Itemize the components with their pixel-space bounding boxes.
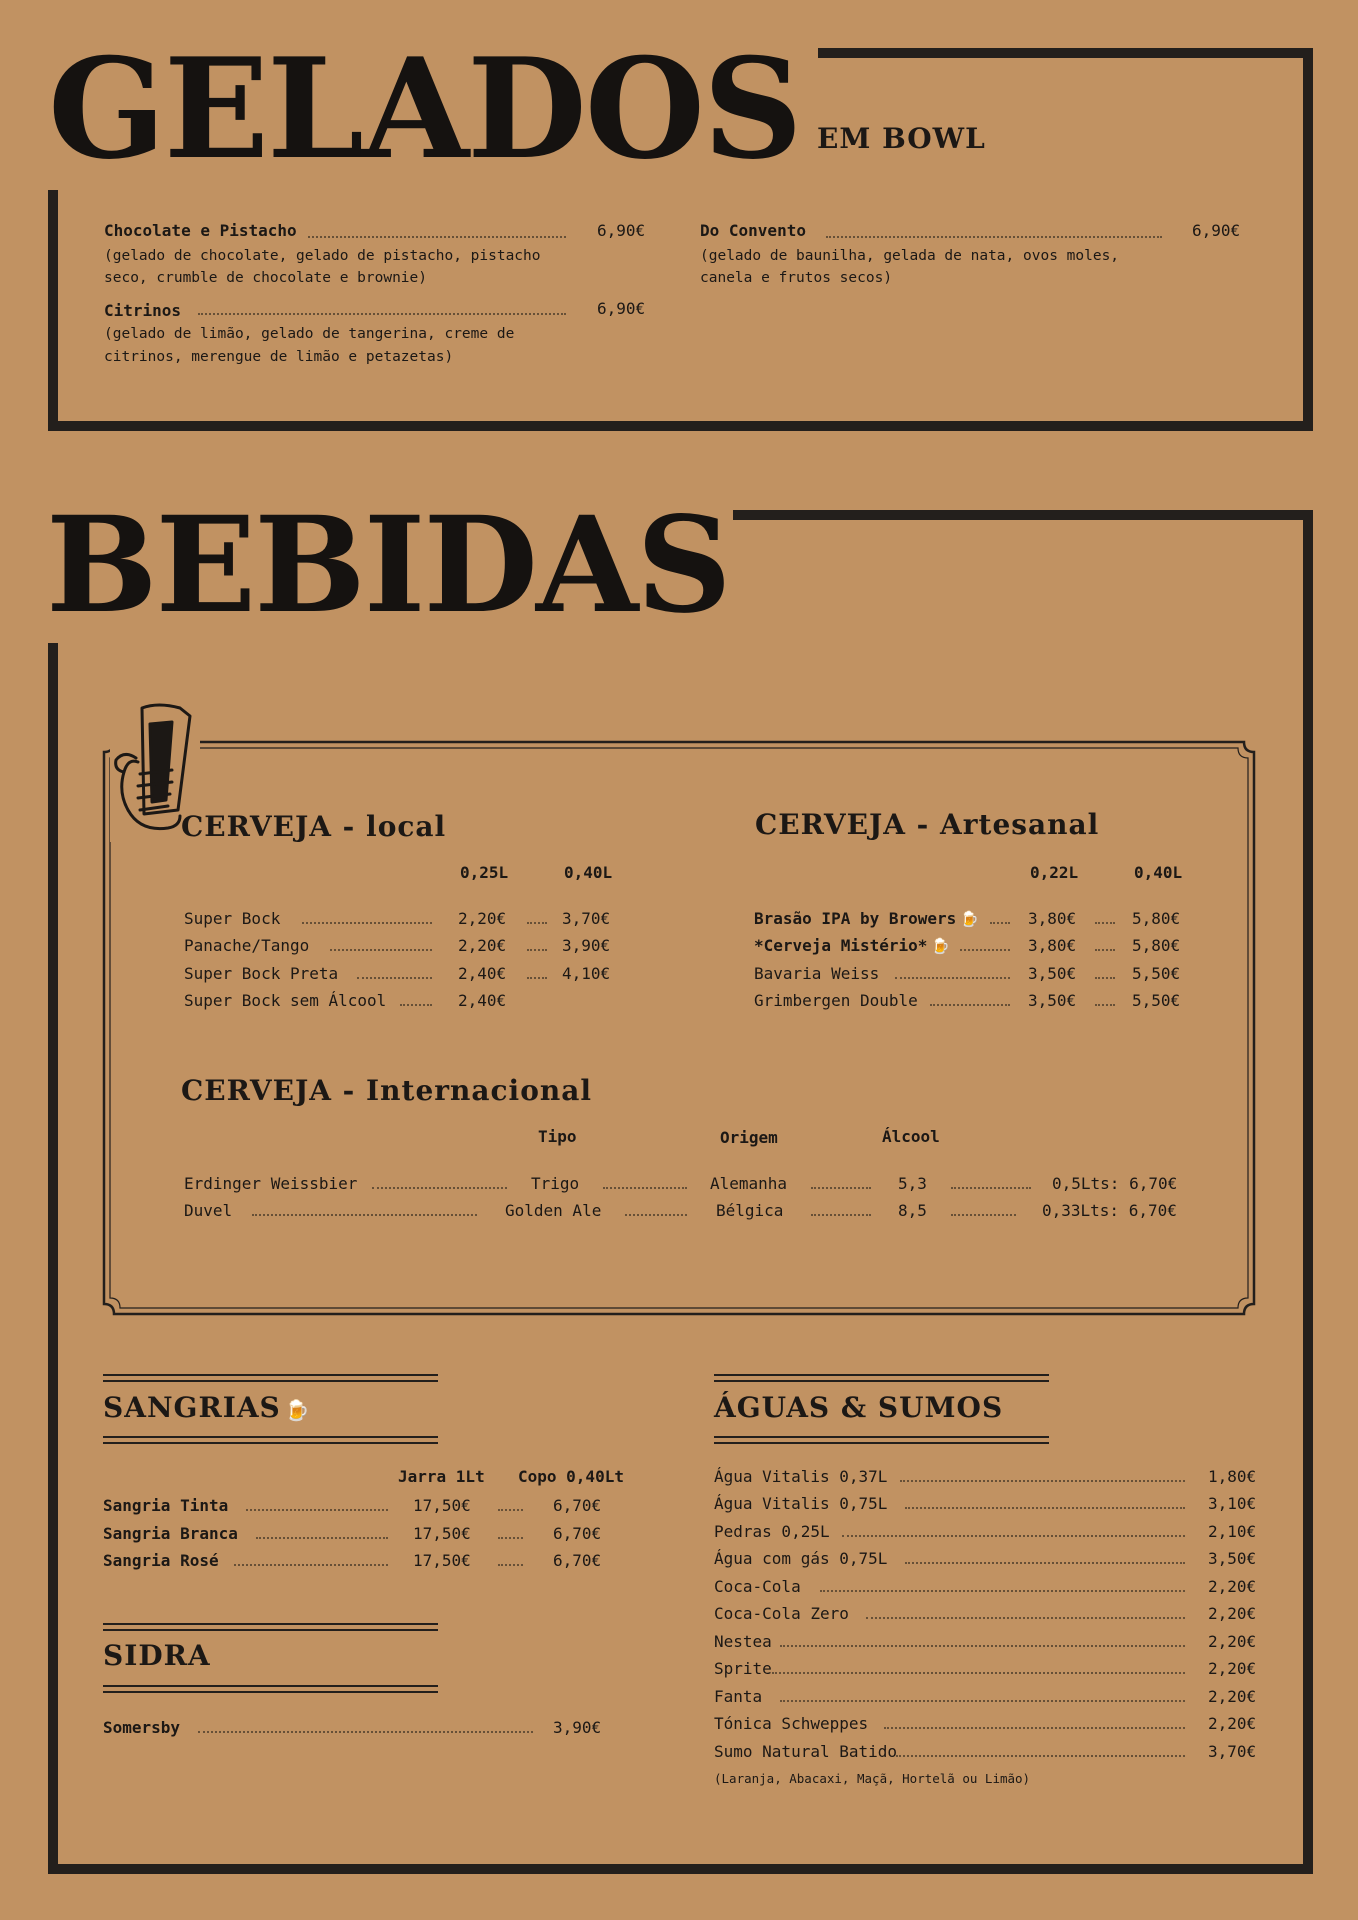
- bebidas-frame-bottom: [48, 1864, 1313, 1874]
- sangria-price: 6,70€: [553, 1551, 602, 1570]
- bebidas-frame-top: [733, 510, 1313, 520]
- leader-dots: [308, 236, 566, 238]
- beer-mug-icon: 🍺: [931, 937, 951, 955]
- sangria-price: 17,50€: [413, 1551, 471, 1570]
- leader-dots: [527, 949, 547, 951]
- beer-price: 5,50€: [1132, 964, 1181, 983]
- leader-dots: [960, 949, 1010, 951]
- leader-dots: [895, 977, 1010, 979]
- leader-dots: [1095, 977, 1115, 979]
- drink-price: 1,80€: [1208, 1467, 1257, 1486]
- beer-price: 3,50€: [1028, 964, 1077, 983]
- sangrias-title: [103, 1391, 311, 1424]
- leader-dots: [930, 1004, 1010, 1006]
- drink-name: Coca-Cola: [714, 1577, 801, 1596]
- drink-name: Água Vitalis 0,75L: [714, 1494, 888, 1513]
- sangria-price: 17,50€: [413, 1496, 471, 1515]
- col-header-tipo: Tipo: [538, 1127, 577, 1146]
- leader-dots: [866, 1617, 1185, 1619]
- col-header-alcool: Álcool: [882, 1127, 940, 1146]
- drink-price: 2,20€: [1208, 1714, 1257, 1733]
- intl-beer-alcool: 8,5: [898, 1201, 927, 1220]
- col-header-copo: Copo 0,40Lt: [518, 1467, 624, 1486]
- leader-dots: [603, 1187, 687, 1189]
- leader-dots: [990, 922, 1010, 924]
- intl-beer-tipo: Golden Ale: [505, 1201, 602, 1220]
- cerveja-artesanal-title: CERVEJA - Artesanal: [755, 808, 1100, 841]
- beer-price: 3,80€: [1028, 909, 1077, 928]
- gelado-name-do-convento: Do Convento: [700, 221, 806, 240]
- leader-dots: [1095, 949, 1115, 951]
- beer-name: *Cerveja Mistério*: [754, 936, 928, 955]
- beer-name: Panache/Tango: [184, 936, 310, 955]
- leader-dots: [820, 1590, 1185, 1592]
- sidra-rule-top: [103, 1629, 438, 1631]
- beer-name: Super Bock Preta: [184, 964, 339, 983]
- sidra-name: Somersby: [103, 1718, 181, 1737]
- beer-name-brasao: [754, 909, 979, 928]
- leader-dots: [625, 1214, 687, 1216]
- intl-beer-origem: Alemanha: [710, 1174, 788, 1193]
- sangria-price: 17,50€: [413, 1524, 471, 1543]
- bebidas-frame-right: [1303, 510, 1313, 1874]
- beer-price: 3,70€: [562, 909, 611, 928]
- aguas-rule-top: [714, 1380, 1049, 1382]
- beer-price: 2,40€: [458, 991, 507, 1010]
- sidra-rule-bottom: [103, 1685, 438, 1687]
- leader-dots: [498, 1537, 523, 1539]
- leader-dots: [905, 1562, 1185, 1564]
- leader-dots: [900, 1480, 1185, 1482]
- beer-price: 3,80€: [1028, 936, 1077, 955]
- leader-dots: [302, 922, 432, 924]
- leader-dots: [826, 236, 1162, 238]
- beer-price: 5,80€: [1132, 909, 1181, 928]
- gelados-frame-top: [818, 48, 1313, 58]
- leader-dots: [884, 1727, 1185, 1729]
- sangrias-title-text: SANGRIAS: [103, 1391, 281, 1424]
- beer-price: 5,80€: [1132, 936, 1181, 955]
- drink-name: Pedras 0,25L: [714, 1522, 830, 1541]
- beer-name: Bavaria Weiss: [754, 964, 880, 983]
- sidra-rule-top: [103, 1623, 438, 1625]
- intl-beer-origem: Bélgica: [716, 1201, 784, 1220]
- beer-mug-icon: 🍺: [960, 910, 979, 928]
- leader-dots: [498, 1509, 523, 1511]
- sangria-price: 6,70€: [553, 1496, 602, 1515]
- beer-price: 4,10€: [562, 964, 611, 983]
- gelado-name-citrinos: Citrinos: [104, 301, 182, 320]
- sangrias-rule-bottom: [103, 1442, 438, 1444]
- drink-name: Fanta: [714, 1687, 763, 1706]
- gelado-desc-line: citrinos, merengue de limão e petazetas): [104, 349, 454, 365]
- gelado-price-citrinos: 6,90€: [597, 299, 646, 318]
- sangrias-rule-top: [103, 1380, 438, 1382]
- drink-price: 3,70€: [1208, 1742, 1257, 1761]
- leader-dots: [780, 1645, 1185, 1647]
- leader-dots: [811, 1214, 871, 1216]
- leader-dots: [246, 1509, 388, 1511]
- beer-price: 3,90€: [562, 936, 611, 955]
- sumo-natural-note: (Laranja, Abacaxi, Maçã, Hortelã ou Limão): [714, 1771, 1031, 1786]
- leader-dots: [252, 1214, 477, 1216]
- drink-name: Sumo Natural Batido: [714, 1742, 898, 1761]
- drink-price: 2,20€: [1208, 1577, 1257, 1596]
- drink-name: Coca-Cola Zero: [714, 1604, 849, 1623]
- leader-dots: [198, 313, 566, 315]
- gelado-desc-line: canela e frutos secos): [700, 270, 893, 286]
- gelados-frame-bottom: [48, 421, 1313, 431]
- drink-name: Tónica Schweppes: [714, 1714, 869, 1733]
- col-header-040: 0,40L: [564, 863, 613, 882]
- cerveja-internacional-title: CERVEJA - Internacional: [181, 1074, 593, 1107]
- gelados-subtitle: EM BOWL: [817, 122, 986, 155]
- aguas-rule-top: [714, 1374, 1049, 1376]
- drink-price: 2,20€: [1208, 1687, 1257, 1706]
- gelado-name-chocolate-pistacho: Chocolate e Pistacho: [104, 221, 297, 240]
- drink-name: Água com gás 0,75L: [714, 1549, 888, 1568]
- sidra-price: 3,90€: [553, 1718, 602, 1737]
- col-header-040: 0,40L: [1134, 863, 1183, 882]
- drink-price: 2,20€: [1208, 1604, 1257, 1623]
- aguas-rule-bottom: [714, 1442, 1049, 1444]
- leader-dots: [256, 1537, 388, 1539]
- drink-name: Sprite: [714, 1659, 772, 1678]
- beer-name: Super Bock sem Álcool: [184, 991, 387, 1010]
- gelado-desc-line: (gelado de limão, gelado de tangerina, creme de: [104, 326, 515, 342]
- beer-name: Super Bock: [184, 909, 281, 928]
- sangria-price: 6,70€: [553, 1524, 602, 1543]
- sangria-name: Sangria Branca: [103, 1524, 238, 1543]
- beer-price: 3,50€: [1028, 991, 1077, 1010]
- drink-price: 2,20€: [1208, 1659, 1257, 1678]
- drink-price: 3,10€: [1208, 1494, 1257, 1513]
- gelado-price-chocolate-pistacho: 6,90€: [597, 221, 646, 240]
- aguas-title: ÁGUAS & SUMOS: [714, 1391, 1004, 1424]
- sidra-title: SIDRA: [103, 1639, 211, 1672]
- leader-dots: [842, 1535, 1185, 1537]
- drink-price: 2,10€: [1208, 1522, 1257, 1541]
- leader-dots: [527, 977, 547, 979]
- leader-dots: [527, 922, 547, 924]
- leader-dots: [234, 1564, 388, 1566]
- intl-beer-name: Duvel: [184, 1201, 233, 1220]
- leader-dots: [1095, 922, 1115, 924]
- leader-dots: [905, 1507, 1185, 1509]
- beer-price: 2,40€: [458, 964, 507, 983]
- leader-dots: [400, 1004, 432, 1006]
- leader-dots: [357, 977, 432, 979]
- leader-dots: [330, 949, 432, 951]
- gelados-frame-left: [48, 190, 58, 431]
- sangria-name: Sangria Rosé: [103, 1551, 219, 1570]
- drink-price: 2,20€: [1208, 1632, 1257, 1651]
- leader-dots: [780, 1700, 1185, 1702]
- leader-dots: [1095, 1004, 1115, 1006]
- intl-beer-preco: 0,33Lts: 6,70€: [1042, 1201, 1177, 1220]
- drink-name: Água Vitalis 0,37L: [714, 1467, 888, 1486]
- beer-price: 2,20€: [458, 909, 507, 928]
- col-header-022: 0,22L: [1030, 863, 1079, 882]
- sangrias-rule-top: [103, 1374, 438, 1376]
- cerveja-local-title: CERVEJA - local: [181, 810, 447, 843]
- gelado-desc-line: (gelado de baunilha, gelada de nata, ovos moles,: [700, 248, 1120, 264]
- gelado-desc-line: (gelado de chocolate, gelado de pistacho, pistacho: [104, 248, 541, 264]
- gelados-title: GELADOS: [48, 27, 801, 190]
- intl-beer-tipo: Trigo: [531, 1174, 580, 1193]
- gelado-price-do-convento: 6,90€: [1192, 221, 1241, 240]
- col-header-jarra: Jarra 1Lt: [398, 1467, 485, 1486]
- sidra-rule-bottom: [103, 1691, 438, 1693]
- aguas-rule-bottom: [714, 1436, 1049, 1438]
- leader-dots: [951, 1187, 1031, 1189]
- leader-dots: [498, 1564, 523, 1566]
- drink-price: 3,50€: [1208, 1549, 1257, 1568]
- bebidas-title: BEBIDAS: [46, 488, 730, 643]
- leader-dots: [896, 1755, 1185, 1757]
- intl-beer-alcool: 5,3: [898, 1174, 927, 1193]
- beer-name: Brasão IPA by Browers: [754, 909, 957, 928]
- leader-dots: [198, 1731, 533, 1733]
- intl-beer-preco: 0,5Lts: 6,70€: [1052, 1174, 1178, 1193]
- bebidas-frame-left: [48, 643, 58, 1874]
- beer-price: 5,50€: [1132, 991, 1181, 1010]
- beer-name-misterio: [754, 936, 950, 955]
- leader-dots: [811, 1187, 871, 1189]
- drink-name: Nestea: [714, 1632, 772, 1651]
- intl-beer-name: Erdinger Weissbier: [184, 1174, 358, 1193]
- leader-dots: [951, 1214, 1016, 1216]
- gelados-frame-right: [1303, 48, 1313, 431]
- col-header-origem: Origem: [720, 1128, 778, 1147]
- beer-name: Grimbergen Double: [754, 991, 918, 1010]
- leader-dots: [772, 1672, 1185, 1674]
- leader-dots: [372, 1187, 507, 1189]
- sangrias-rule-bottom: [103, 1436, 438, 1438]
- sangria-name: Sangria Tinta: [103, 1496, 229, 1515]
- beer-mug-icon: 🍺: [284, 1398, 311, 1422]
- beer-price: 2,20€: [458, 936, 507, 955]
- col-header-025: 0,25L: [460, 863, 509, 882]
- gelado-desc-line: seco, crumble de chocolate e brownie): [104, 270, 428, 286]
